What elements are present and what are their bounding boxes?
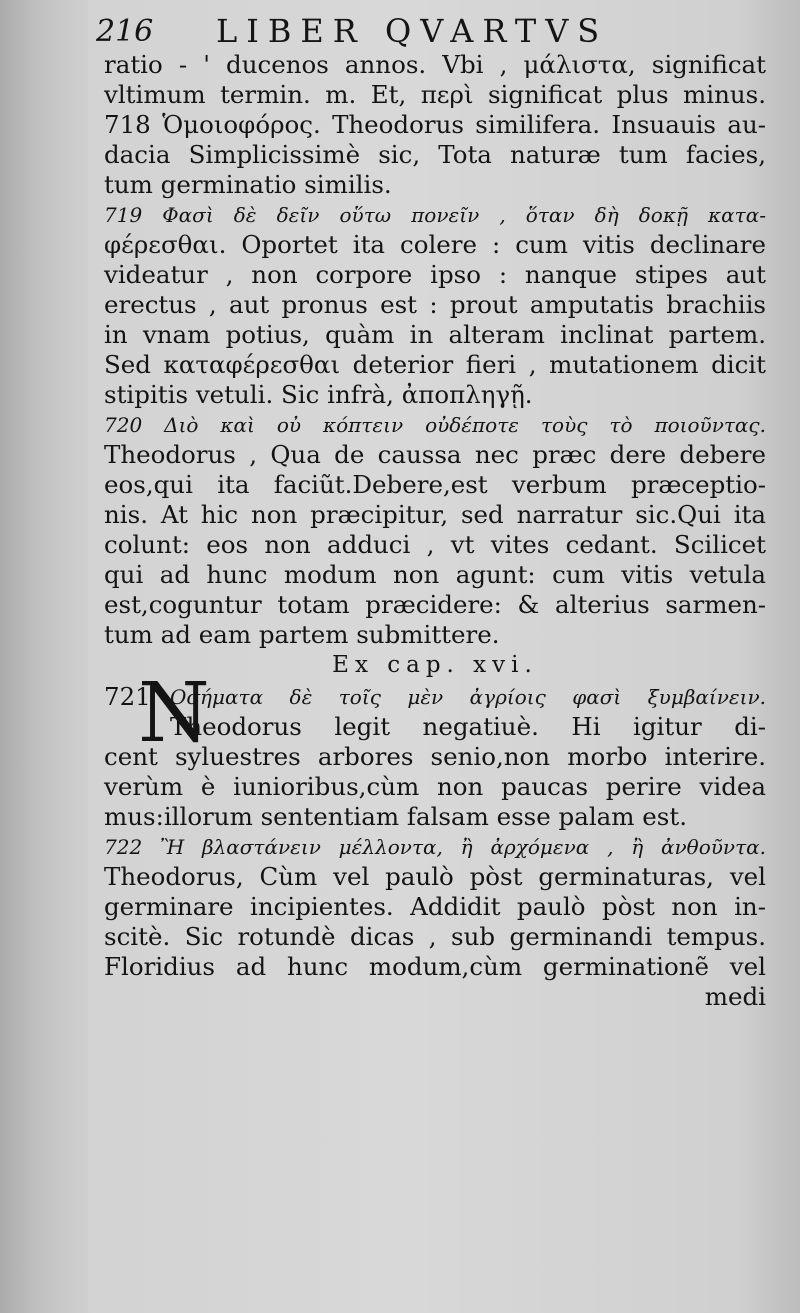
text-line: Theodorus , Qua de caussa nec præc dere debere bbox=[104, 440, 766, 469]
text-line: scitè. Sic rotundè dicas , sub germinandi tempus. bbox=[104, 922, 766, 951]
catchword: medi bbox=[704, 982, 766, 1011]
text-line: Sed καταφέρεσθαι deterior fieri , mutationem dicit bbox=[104, 350, 766, 379]
text-line: qui ad hunc modum non agunt: cum vitis vetula bbox=[104, 560, 766, 589]
text-line: mus:illorum sententiam falsam esse palam est. bbox=[104, 802, 687, 831]
text-line: nis. At hic non præcipitur, sed narratur sic.Qui ita bbox=[104, 500, 766, 529]
text-line: verùm è iunioribus,cùm non paucas perire videa bbox=[104, 772, 766, 801]
text-line: tum germinatio similis. bbox=[104, 170, 392, 199]
page-gutter-shadow bbox=[0, 0, 88, 1313]
text-line: cent syluestres arbores senio,non morbo interire. bbox=[104, 742, 766, 771]
text-line: eos,qui ita faciũt.Debere,est verbum præceptio- bbox=[104, 470, 766, 499]
text-line: ratio - ' ducenos annos. Vbi , μάλιστα, significat bbox=[104, 50, 766, 79]
greek-lemma-line: 720 Διὸ καὶ οὐ κόπτειν οὐδέποτε τοὺς τὸ ποιοῦντας. bbox=[104, 413, 766, 437]
text-line: est,coguntur totam præcidere: & alterius sarmen- bbox=[104, 590, 766, 619]
text-line: colunt: eos non adduci , vt vites cedant. Scilicet bbox=[104, 530, 766, 559]
paragraph-719 bbox=[104, 200, 766, 410]
text-line: Floridius ad hunc modum,cùm germinationẽ vel bbox=[104, 952, 766, 981]
greek-lemma-line: Οσήματα δὲ τοῖς μὲν ἀγρίοις φασὶ ξυμβαίνειν. bbox=[170, 685, 766, 709]
running-head: LIBER QVARTVS bbox=[216, 12, 609, 50]
text-line: erectus , aut pronus est : prout amputatis brachiis bbox=[104, 290, 766, 319]
section-number: 721 bbox=[104, 682, 151, 711]
text-line: φέρεσθαι. Oportet ita colere : cum vitis declinare bbox=[104, 230, 766, 259]
text-line: Theodorus legit negatiuè. Hi igitur di- bbox=[170, 712, 766, 741]
text-line: vltimum termin. m. Et, περὶ significat plus minus. bbox=[104, 80, 766, 109]
paragraph-722 bbox=[104, 832, 766, 1012]
page-number: 216 bbox=[96, 14, 154, 49]
greek-lemma-line: 719 Φασὶ δὲ δεῖν οὕτω πονεῖν , ὅταν δὴ δοκῇ κατα- bbox=[104, 203, 766, 227]
greek-lemma-line: 722 Ἢ βλαστάνειν μέλλοντα, ἢ ἀρχόμενα , ἢ ἀνθοῦντα. bbox=[104, 835, 766, 859]
text-line: videatur , non corpore ipso : nanque stipes aut bbox=[104, 260, 766, 289]
chapter-heading: Ex cap. xvi. bbox=[332, 652, 538, 678]
text-line: 718 Ὁμοιοφόρος. Theodorus similifera. Insuauis au- bbox=[104, 110, 766, 139]
text-line: Theodorus, Cùm vel paulò pòst germinaturas, vel bbox=[104, 862, 766, 891]
drop-initial: N bbox=[138, 666, 210, 761]
paragraph-720 bbox=[104, 410, 766, 650]
text-line: dacia Simplicissimè sic, Tota naturæ tum facies, bbox=[104, 140, 766, 169]
text-line: in vnam potius, quàm in alteram inclinat partem. bbox=[104, 320, 766, 349]
paragraph-718 bbox=[104, 50, 766, 200]
text-line: stipitis vetuli. Sic infrà, ἀποπληγῇ. bbox=[104, 380, 533, 409]
text-line: tum ad eam partem submittere. bbox=[104, 620, 500, 649]
page-header bbox=[96, 12, 766, 50]
text-line: germinare incipientes. Addidit paulò pòst non in- bbox=[104, 892, 766, 921]
page-body bbox=[104, 50, 766, 1012]
paragraph-721 bbox=[104, 666, 766, 832]
